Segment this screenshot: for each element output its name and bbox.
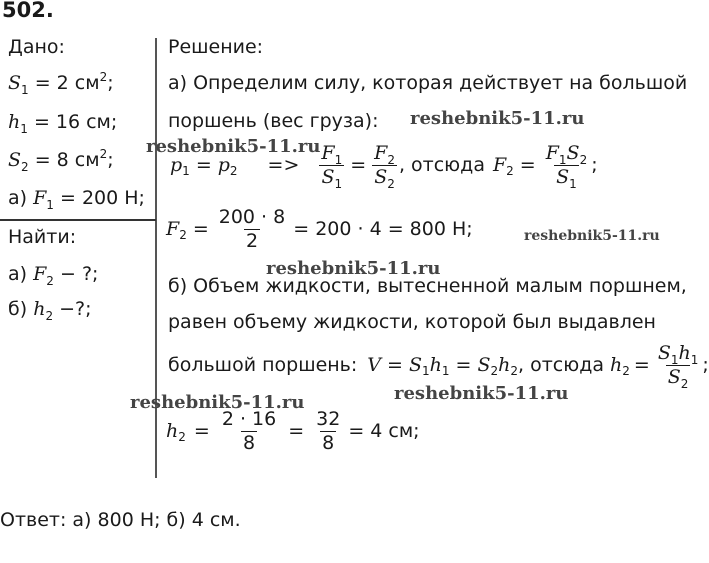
given-f1: а) $F_1 = 200$ Н; bbox=[8, 187, 145, 212]
equation-h2: h 2 = $\frac{2 \cdot 16}{8}$ = $\frac{32}{8}$ = 4 см; bbox=[166, 408, 420, 454]
answer: Ответ: а) 800 Н; б) 4 см. bbox=[0, 509, 241, 531]
find-item-b: б) $h_2$ −?; bbox=[8, 298, 92, 323]
given-s2: $S_2 = 8$ $см^2$; bbox=[8, 147, 114, 174]
watermark-1: reshebnik5-11.ru bbox=[410, 108, 585, 129]
fraction-f1s2-s1: $\frac{F_1S_2}{S_1}$ bbox=[545, 142, 588, 191]
fraction-f1-s1: $\frac{F_1}{S_1}$ bbox=[321, 142, 343, 191]
divider-horizontal bbox=[0, 219, 156, 221]
watermark-6: reshebnik5-11.ru bbox=[394, 383, 569, 404]
equation-volume: большой поршень: V = S 1 h 1 = S 2 h 2 , отсюда h 2 = $\frac{S_1h_1}{S_2}$ ; bbox=[168, 342, 709, 391]
given-heading: Дано: bbox=[8, 36, 65, 58]
solution-line-3: б) Объем жидкости, вытесненной малым поршнем, bbox=[168, 275, 687, 297]
fraction-32-8: $\frac{32}{8}$ bbox=[316, 408, 341, 454]
fraction-f2-s2: $\frac{F_2}{S_2}$ bbox=[374, 142, 395, 191]
find-heading: Найти: bbox=[8, 226, 77, 248]
given-h1: $h_1 = 16$ см; bbox=[8, 111, 118, 136]
fraction-s1h1-s2: $\frac{S_1h_1}{S_2}$ bbox=[657, 342, 699, 391]
watermark-3: reshebnik5-11.ru bbox=[524, 228, 660, 244]
given-s1: $S_1 = 2$ $см^2$; bbox=[8, 70, 114, 97]
equation-pressure: p 1 = p 2 => $\frac{F_1}{S_1}$ = $\frac{F_2}{S_2}$ , отсюда F 2 = $\frac{F_1S_2}{S_1}$ ; bbox=[170, 142, 598, 191]
equation-f2: F 2 = $\frac{200 \cdot 8}{2}$ = 200 · 4 = 800 Н; bbox=[166, 206, 473, 252]
watermark-5: reshebnik5-11.ru bbox=[130, 392, 305, 413]
task-number: 502. bbox=[2, 0, 54, 22]
solution-heading: Решение: bbox=[168, 36, 264, 58]
find-item-a: а) $F_2$ − ?; bbox=[8, 263, 99, 288]
solution-line-4: равен объему жидкости, которой был выдавлен bbox=[168, 311, 656, 333]
watermark-2: reshebnik5-11.ru bbox=[146, 136, 321, 157]
fraction-200x8-2: $\frac{200 \cdot 8}{2}$ bbox=[218, 206, 286, 252]
watermark-4: reshebnik5-11.ru bbox=[266, 258, 441, 279]
solution-line-2: поршень (вес груза): bbox=[168, 110, 379, 132]
fraction-2x16-8: $\frac{2 \cdot 16}{8}$ bbox=[221, 408, 277, 454]
solution-line-1: а) Определим силу, которая действует на большой bbox=[168, 72, 688, 94]
